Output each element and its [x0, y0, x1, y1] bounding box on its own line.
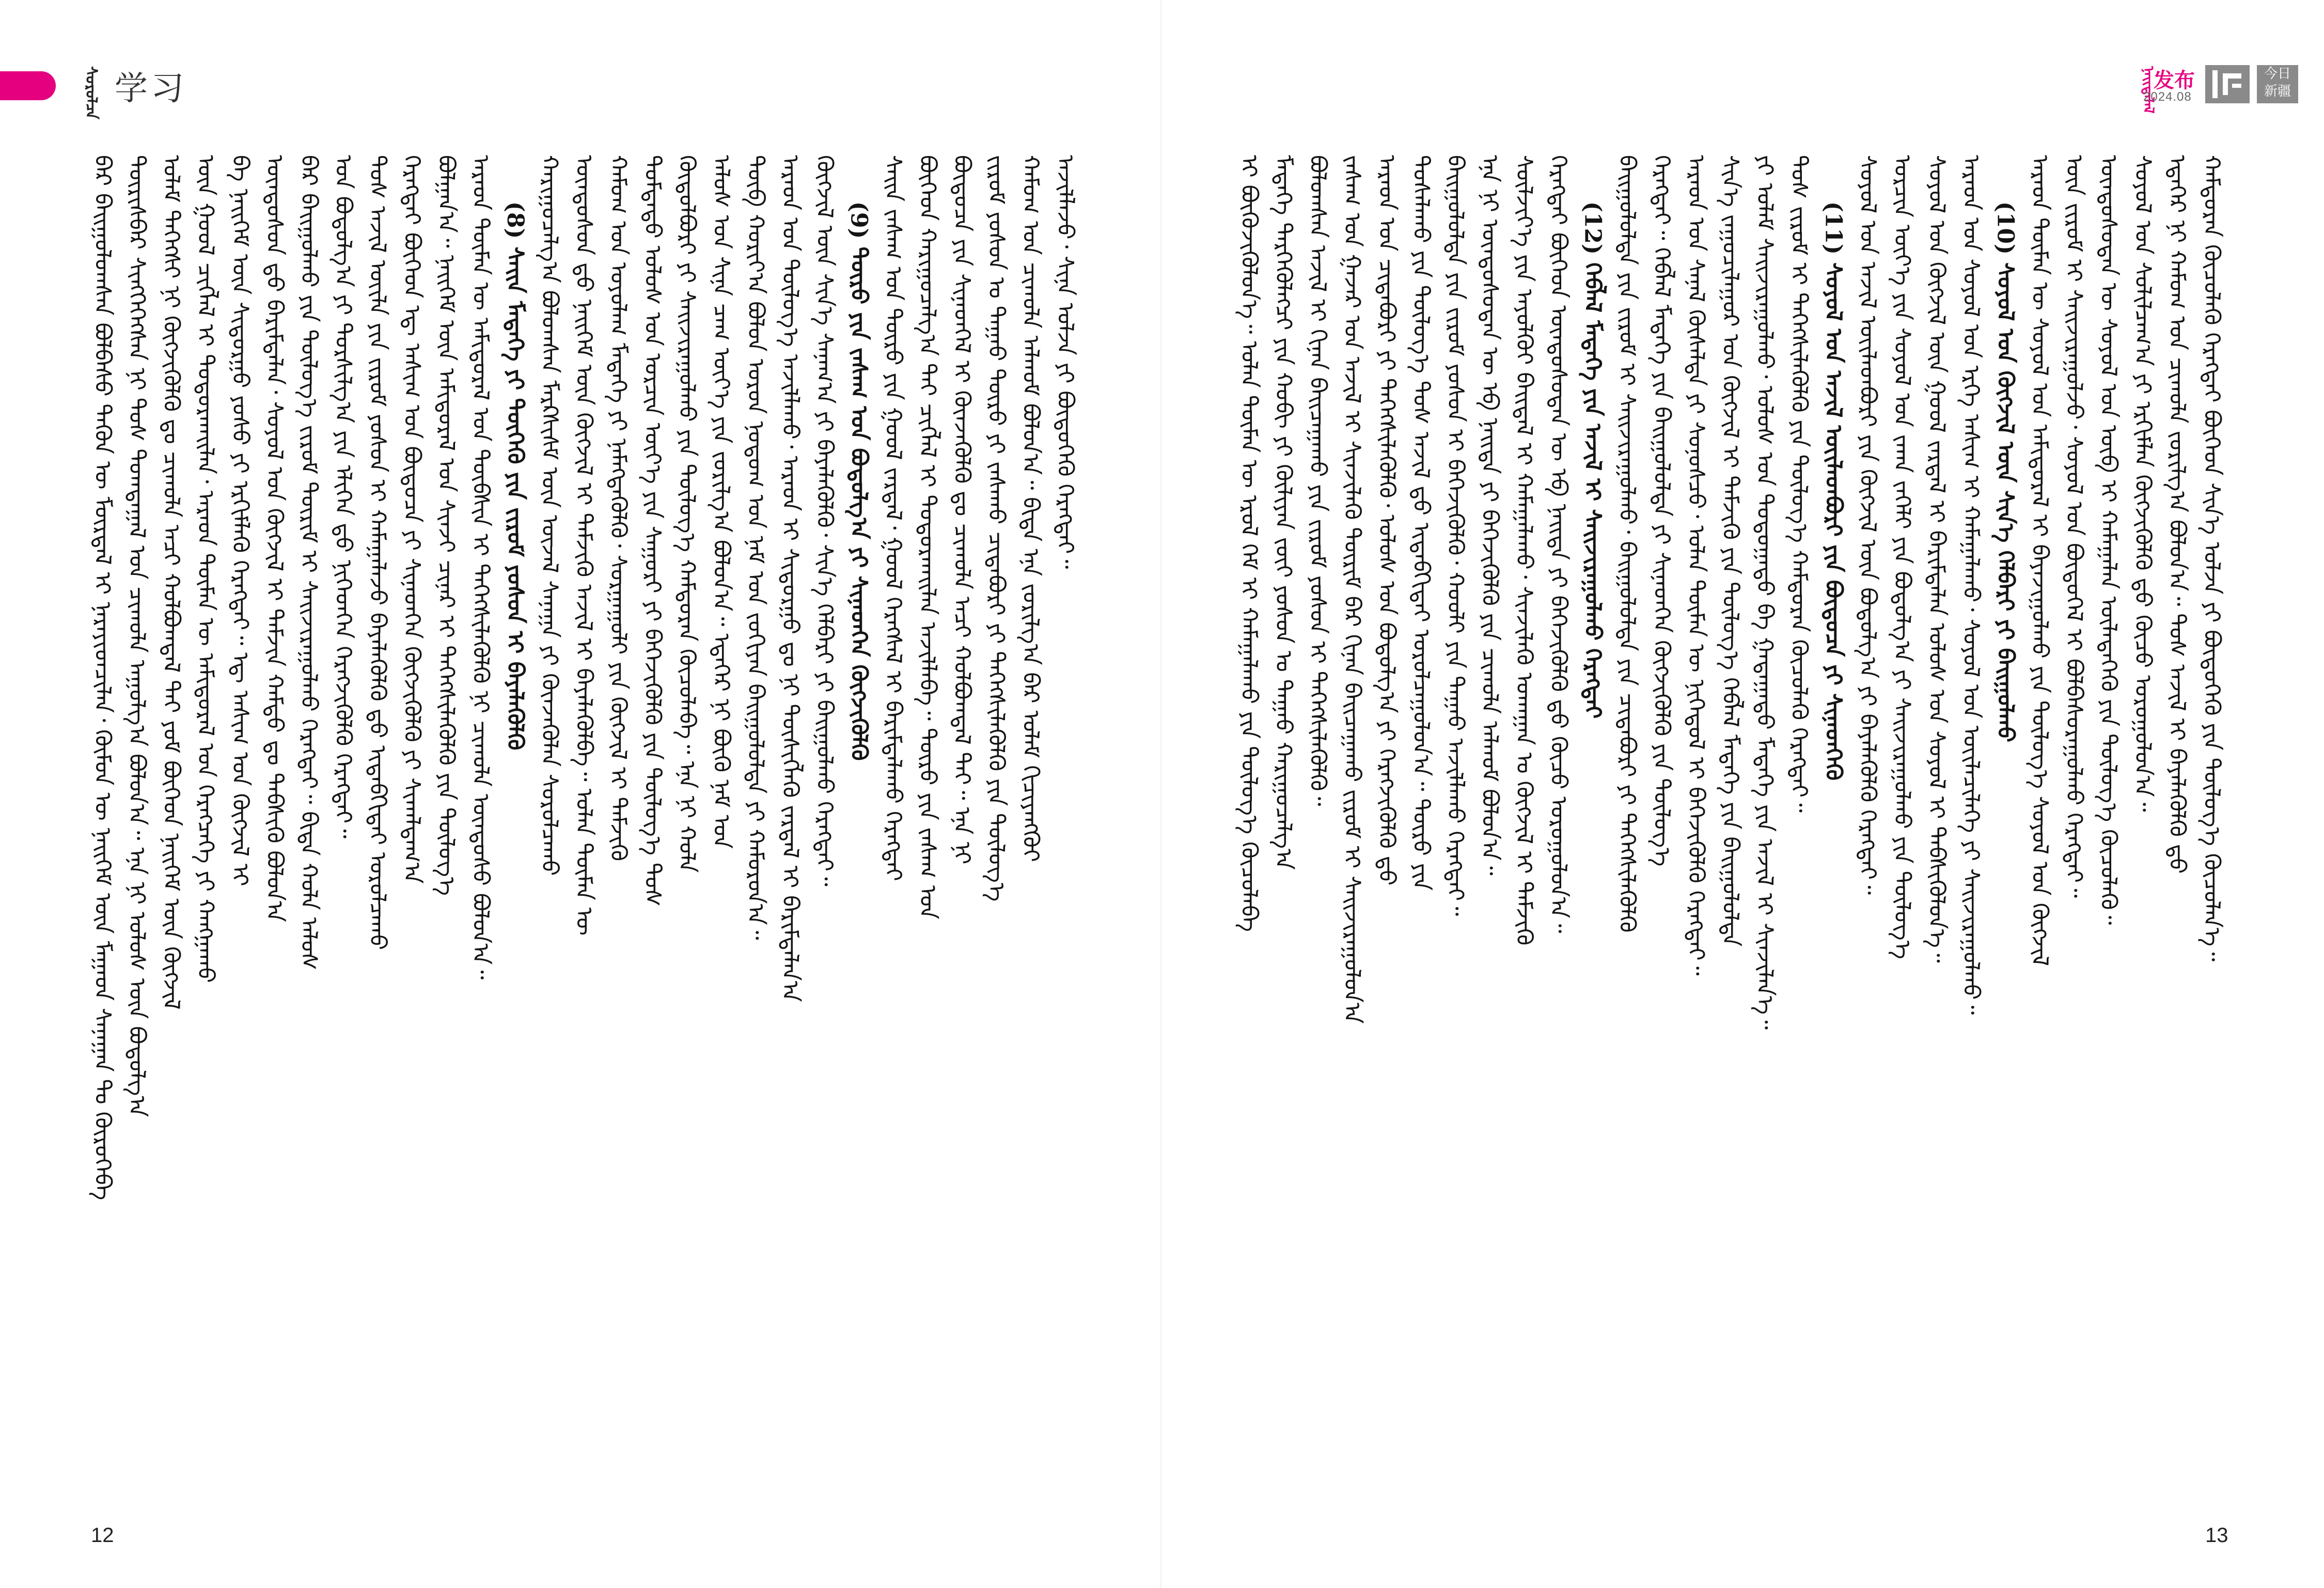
text-line: ᠦᠨ ᠵᠢᠷᠤᠮ ᠢ ᠰᠠᠢᠵᠢᠷᠠᠭᠤᠯᠵᠤ᠂ ᠰᠣᠶᠣᠯ ᠤᠨ ᠪᠦᠲᠦᠭᠡᠯ ᠢ ᠪᠣᠯᠪᠠᠰᠤᠷᠠᠭᠤᠯᠬᠤ ᠬᠡᠷᠡᠭᠲᠡᠢ᠃ — [2061, 155, 2087, 898]
text-line: ᠵᠢᠷᠤᠮ ᠶᠣᠰᠤᠨ ᠤ ᠳᠠᠭᠠᠤ ᠲᠥᠷᠥ ᠶᠢ ᠵᠠᠰᠠᠬᠤ ᠴᠢᠳᠠᠪᠤᠷᠢ ᠶᠢ ᠳᠡᠭᠡᠭᠰᠢᠯᠡᠭᠦᠯᠬᠦ ᠶᠢᠨ ᠲᠥᠯᠥᠭ᠎ᠡ — [983, 155, 1010, 902]
text-line: ᠪᠡᠷ ᠪᠠᠢᠭᠤᠯᠤᠭᠰᠠᠨ ᠪᠣᠯᠪᠠᠰᠤ ᠲᠡᠭᠦᠨ ᠦ ᠮᠥᠷᠳᠡᠯ ᠢ ᠨᠡᠷᠡᠶᠢᠳᠴᠢᠯᠡᠨ᠂ ᠬᠦᠮᠦᠨ ᠦ ᠨᠡᠢᠭᠡᠮ ᠦᠨ ᠮᠠᠭᠠᠳ ᠰᠠᠨᠠᠭᠠᠨ ᠲᠤ ᠬᠦᠷᠦᠭᠡᠪᠡ — [89, 155, 116, 1201]
text-line: ᠬᠡᠷᠡᠭᠲᠡᠢ᠃ ᠬᠡᠪᠯᠡᠯ ᠮᠡᠳᠡᠭᠡ ᠶᠢᠨ ᠪᠠᠢᠭᠤᠯᠤᠯᠲᠠ ᠶᠢ ᠰᠢᠨᠡᠳᠭᠡᠨ ᠬᠥᠭᠵᠢᠭᠦᠯᠬᠦ ᠶᠢᠨ ᠲᠥᠯᠥᠭ᠎ᠡ — [1648, 155, 1675, 867]
section-heading: (10) ᠰᠣᠶᠣᠯ ᠤᠨ ᠬᠥᠭᠵᠢᠯ ᠦᠨ ᠰᠢᠨ᠎ᠡ ᠬᠡᠯᠪᠡᠷᠢ ᠶᠢ ᠪᠠᠢᠭᠤᠯᠬᠤ — [1992, 201, 2019, 742]
text-line: ᠦᠨᠳᠦᠰᠦᠨ ᠳ᠋ᠦ ᠨᠡᠢᠭᠡᠮ ᠦᠨ ᠬᠥᠭᠵᠢᠯ ᠢ ᠳᠡᠮᠵᠢᠬᠦ ᠠᠵᠢᠯ ᠢ ᠪᠡᠶᠡᠯᠡᠭᠦᠯᠪᠡ᠃ ᠣᠯᠠᠨ ᠳᠦᠮᠡᠨ ᠦ — [570, 155, 597, 936]
text-line: ᠲᠥᠪ ᠬᠣᠷᠢᠶ᠎ᠠ ᠪᠣᠯᠤᠨ ᠣᠷᠤᠨ ᠨᠤᠲᠤᠭ ᠤᠨ ᠨᠠᠮ ᠤᠨ ᠵᠣᠬᠢᠶᠠᠨ ᠪᠠᠢᠭᠤᠯᠤᠯᠲᠠ ᠶᠢ ᠬᠠᠮᠤᠷᠤᠨ᠎ᠠ᠃ — [742, 155, 769, 940]
text-line: ᠦᠨᠳᠦᠰᠦᠨ ᠳ᠋ᠦ ᠪᠠᠷᠢᠮᠲᠠᠯᠠᠨ᠂ ᠰᠣᠶᠣᠯ ᠤᠨ ᠬᠥᠭᠵᠢᠯ ᠢ ᠳᠡᠮᠵᠢᠨ ᠬᠠᠮᠲᠤ ᠳᠤ ᠳᠡᠪᠰᠢᠬᠦ ᠪᠣᠯᠤᠨ᠎ᠠ — [261, 155, 288, 922]
publish-mongolian-label: ᠨᠡᠢᠲᠡᠯᠡᠯ — [2140, 66, 2157, 114]
text-line: ᠣᠷᠴᠢᠨ ᠦᠶ᠎ᠡ ᠶᠢᠨ ᠰᠣᠶᠣᠯ ᠤᠨ ᠵᠠᠬᠠ ᠵᠡᠭᠡᠯᠢ ᠶᠢᠨ ᠪᠣᠳᠤᠯᠭ᠎ᠠ ᠶᠢ ᠰᠠᠢᠵᠢᠷᠠᠭᠤᠯᠬᠤ ᠶᠢᠨ ᠲᠥᠯᠥᠭ᠎ᠡ — [1889, 155, 1915, 959]
text-line: ᠵᠠᠰᠠᠭ ᠤᠨ ᠭᠠᠵᠠᠷ ᠤᠨ ᠠᠵᠢᠯ ᠢ ᠰᠢᠨᠵᠢᠯᠡᠬᠦ ᠳᠦᠷᠢᠮ ᠪᠠᠷ ᠬᠢᠨᠠᠨ ᠪᠠᠢᠴᠠᠭᠠᠬᠤ ᠵᠢᠷᠤᠮ ᠢ ᠰᠠᠢᠵᠢᠷᠠᠭᠤᠯᠤᠨ᠎ᠠ — [1339, 155, 1365, 1024]
section-tab-marker — [0, 71, 56, 100]
left-page-number: 12 — [91, 1524, 114, 1547]
text-line: ᠦᠨᠳᠦᠰᠦᠲᠡᠨ ᠦ ᠰᠣᠶᠣᠯ ᠤᠨ ᠥᠪ ᠢ ᠬᠠᠮᠠᠭᠠᠯᠠᠨ ᠦᠯᠡᠳᠡᠭᠡᠬᠦ ᠶᠢᠨ ᠲᠥᠯᠥᠭ᠎ᠡ ᠬᠥᠴᠦᠯᠡᠬᠦ᠃ — [2095, 155, 2122, 925]
text-line: ᠬᠠᠮᠲᠤᠷᠠᠨ ᠬᠥᠴᠦᠯᠡᠬᠦ ᠬᠡᠷᠡᠭᠲᠡᠢ ᠪᠥᠭᠡᠳ ᠰᠢᠨ᠎ᠡ ᠣᠯᠵᠠ ᠶᠢ ᠪᠦᠲᠦᠭᠡᠬᠦ ᠶᠢᠨ ᠲᠥᠯᠥᠭ᠎ᠡ ᠬᠥᠴᠦᠯᠡᠨ᠎ᠡ᠃ — [2198, 155, 2225, 962]
text-line: ᠰᠢᠨ᠎ᠡ ᠵᠠᠭᠤᠴᠢᠯᠠᠭᠤᠷ ᠤᠨ ᠬᠥᠭᠵᠢᠯ ᠢ ᠳᠡᠮᠵᠢᠬᠦ ᠶᠢᠨ ᠲᠥᠯᠥᠭ᠎ᠡ ᠬᠡᠪᠯᠡᠯ ᠮᠡᠳᠡᠭᠡ ᠶᠢᠨ ᠪᠠᠢᠭᠤᠯᠤᠯᠲᠠ — [1717, 155, 1744, 947]
text-line: ᠠᠷᠠᠳ ᠲᠦᠮᠡᠨ ᠦ ᠠᠮᠢᠳᠤᠷᠠᠯ ᠤᠨ ᠲᠦᠪᠰᠢᠨ ᠢ ᠳᠡᠭᠡᠭᠰᠢᠯᠡᠭᠦᠯᠬᠦ ᠨᠢ ᠴᠢᠬᠤᠯᠠ ᠦᠨᠳᠦᠰᠦ ᠪᠣᠯᠤᠨ᠎ᠠ᠃ — [467, 155, 494, 980]
text-line: ᠪᠦᠲᠦᠴᠡ ᠶᠢᠨ ᠰᠢᠨᠡᠳᠭᠡᠯ ᠢ ᠭᠦᠨᠵᠡᠭᠦᠯᠬᠦ ᠳᠤ ᠴᠢᠬᠤᠯᠠ ᠠᠴᠢ ᠬᠣᠯᠪᠣᠭᠳᠠᠯ ᠲᠠᠢ᠃ ᠡᠨᠡ ᠨᠢ — [949, 155, 976, 865]
text-line: ᠠᠷᠠᠳ ᠤᠨ ᠰᠣᠶᠣᠯ ᠤᠨ ᠡᠷᠬᠡ ᠠᠰᠢᠭ ᠢ ᠬᠠᠮᠠᠭᠠᠯᠠᠬᠤ᠂ ᠰᠣᠶᠣᠯ ᠤᠨ ᠦᠢᠯᠡᠴᠢᠯᠡᠭᠡ ᠶᠢ ᠰᠠᠢᠵᠢᠷᠠᠭᠤᠯᠬᠤ᠃ — [1957, 155, 1984, 1015]
text-line: ᠪᠠᠷ ᠪᠠᠢᠭᠤᠯᠬᠤ ᠶᠢᠨ ᠲᠥᠯᠥᠭ᠎ᠡ ᠵᠢᠷᠤᠮ ᠳᠦᠷᠢᠮ ᠢ ᠰᠠᠢᠵᠢᠷᠠᠭᠤᠯᠬᠤ ᠬᠡᠷᠡᠭᠲᠡᠢ᠃ ᠪᠢᠳᠡ ᠬᠣᠯᠠ ᠠᠯᠤᠰ — [295, 155, 322, 970]
right-page-number: 13 — [2205, 1524, 2228, 1547]
text-line: ᠬᠠᠷᠢᠭᠤᠴᠠᠯᠭ᠎ᠠ ᠪᠣᠯᠤᠭᠰᠠᠨ ᠮᠠᠷᠺᠰᠢᠰᠮ ᠦᠨ ᠦᠵᠡᠯ ᠰᠠᠨᠠᠭᠠ ᠶᠢ ᠭᠦᠨᠵᠡᠭᠦᠯᠡᠨ ᠰᠣᠷᠤᠯᠴᠠᠬᠤ — [536, 155, 563, 876]
brand-logo-icon — [2205, 65, 2250, 103]
text-line: ᠢ ᠪᠥᠬᠥᠵᠢᠭᠦᠯᠦᠨ᠎ᠡ᠃ ᠣᠯᠠᠨ ᠲᠦᠮᠡᠨ ᠦ ᠡᠷᠦᠯ ᠬᠡᠮ ᠢ ᠬᠠᠮᠠᠭᠠᠯᠠᠬᠤ ᠶᠢᠨ ᠲᠥᠯᠥᠭ᠎ᠡ ᠬᠥᠴᠦᠯᠡᠪᠡ — [1236, 155, 1262, 932]
text-line: ᠬᠡᠷᠡᠭᠲᠡᠢ ᠪᠥᠭᠡᠳ ᠦᠨᠳᠦᠰᠦᠲᠡᠨ ᠦ ᠡᠪ ᠨᠡᠢᠲᠡ ᠶᠢ ᠪᠡᠬᠡᠵᠢᠭᠦᠯᠬᠦ ᠳ᠋ᠦ ᠬᠦᠴᠦ ᠣᠷᠣᠭᠤᠯᠤᠨ᠎ᠠ᠃ — [1545, 155, 1572, 933]
section-heading: (9) ᠲᠥᠷᠥ ᠶᠢᠨ ᠵᠠᠰᠠᠭ ᠤᠨ ᠪᠣᠳᠤᠯᠭ᠎ᠠ ᠶᠢ ᠰᠢᠨᠡᠳᠭᠡᠨ ᠬᠥᠭᠵᠢᠭᠦᠯᠬᠦ — [845, 201, 872, 761]
text-line: ᠰᠣᠶᠣᠯ ᠤᠨ ᠠᠵᠢᠯ ᠦᠢᠯᠡᠳᠪᠦᠷᠢ ᠶᠢᠨ ᠬᠥᠭᠵᠢᠯ ᠦᠨ ᠪᠣᠳᠤᠯᠭ᠎ᠠ ᠶᠢ ᠪᠡᠶᠡᠯᠡᠭᠦᠯᠬᠦ ᠬᠡᠷᠡᠭᠲᠡᠢ᠃ — [1855, 155, 1881, 895]
section-title: 学习 — [115, 70, 187, 108]
text-line: ᠪᠠᠢᠭᠤᠯᠤᠯᠲᠠ ᠶᠢᠨ ᠵᠢᠷᠤᠮ ᠢ ᠰᠠᠢᠵᠢᠷᠠᠭᠤᠯᠬᠤ᠂ ᠪᠠᠢᠭᠤᠯᠤᠯᠲᠠ ᠶᠢᠨ ᠴᠢᠳᠠᠪᠤᠷᠢ ᠶᠢ ᠳᠡᠭᠡᠭᠰᠢᠯᠡᠭᠦᠯᠬᠦ — [1614, 155, 1641, 933]
text-line: ᠪᠣᠯᠭᠠᠨ᠎ᠠ᠃ ᠨᠡᠢᠭᠡᠮ ᠦᠨ ᠠᠮᠢᠳᠤᠷᠠᠯ ᠤᠨ ᠰᠢᠨᠵᠢ ᠴᠢᠨᠠᠷ ᠢ ᠳᠡᠭᠡᠭᠰᠢᠯᠡᠭᠦᠯᠬᠦ ᠶᠢᠨ ᠲᠥᠯᠥᠭ᠎ᠡ — [433, 155, 460, 896]
text-line: ᠰᠣᠶᠣᠯ ᠤᠨ ᠬᠥᠭᠵᠢᠯ ᠦᠨ ᠭᠣᠣᠯ ᠵᠠᠷᠳᠠᠯ ᠢ ᠪᠠᠷᠢᠮᠲᠠᠯᠠᠨ ᠤᠯᠤᠰ ᠤᠨ ᠰᠣᠶᠣᠯ ᠢ ᠳᠡᠪᠰᠢᠭᠦᠯᠦᠨ᠎ᠡ᠃ — [1923, 155, 1950, 963]
publish-label: 发布 — [2154, 69, 2195, 92]
text-line: ᠠᠷᠠᠳ ᠤᠨ ᠴᠢᠳᠠᠪᠤᠷᠢ ᠶᠢ ᠳᠡᠭᠡᠭᠰᠢᠯᠡᠭᠦᠯᠬᠦ᠂ ᠤᠯᠤᠰ ᠤᠨ ᠪᠣᠳᠤᠯᠭ᠎ᠠ ᠶᠢ ᠬᠡᠷᠡᠭᠵᠢᠭᠦᠯᠬᠦ ᠳ᠋ᠦ — [1373, 155, 1400, 886]
left-text-column — [88, 155, 1079, 1508]
text-line: ᠰᠠᠢᠨ ᠵᠠᠰᠠᠭ ᠤᠨ ᠲᠥᠷᠥ ᠶᠢᠨ ᠭᠣᠣᠯ ᠵᠠᠷᠳᠠᠯ᠂ ᠭᠣᠣᠯ ᠬᠡᠷᠡᠭᠰᠡᠯ ᠢ ᠪᠠᠷᠢᠮᠲᠠᠯᠠᠬᠤ ᠬᠡᠷᠡᠭᠲᠡᠢ — [880, 155, 906, 881]
text-line: ᠶᠢ ᠤᠯᠠᠮ ᠰᠠᠢᠵᠢᠷᠠᠭᠤᠯᠬᠤ᠂ ᠤᠯᠤᠰ ᠤᠨ ᠳᠤᠲᠤᠭᠠᠳᠤ ᠪᠠ ᠭᠠᠳᠠᠭᠠᠳᠤ ᠮᠡᠳᠡᠭᠡ ᠶᠢᠨ ᠠᠵᠢᠯ ᠢ ᠰᠢᠨᠵᠢᠯᠡᠨ᠎ᠡ᠃ — [1751, 155, 1778, 1030]
text-line: ᠲᠤᠰ ᠵᠢᠷᠤᠮ ᠢ ᠳᠡᠭᠡᠭᠰᠢᠯᠡᠭᠦᠯᠬᠦ ᠶᠢᠨ ᠲᠥᠯᠥᠭ᠎ᠡ ᠬᠠᠮᠲᠤᠷᠠᠨ ᠬᠥᠴᠦᠯᠡᠬᠦ ᠬᠡᠷᠡᠭᠲᠡᠢ᠃ — [1786, 155, 1812, 813]
section-heading: (11) ᠰᠣᠶᠣᠯ ᠤᠨ ᠠᠵᠢᠯ ᠦᠢᠯᠡᠳᠪᠦᠷᠢ ᠶᠢᠨ ᠪᠦᠲᠦᠴᠡ ᠶᠢ ᠰᠢᠨᠡᠳᠭᠡᠬᠦ — [1820, 201, 1847, 781]
text-line: ᠰᠣᠶᠣᠯ ᠤᠨ ᠰᠣᠯᠢᠯᠴᠠᠭ᠎ᠠ ᠶᠢ ᠡᠷᠬᠢᠮᠯᠡᠨ ᠬᠥᠭᠵᠢᠭᠦᠯᠬᠦ ᠳ᠋ᠦ ᠬᠦᠴᠦ ᠣᠷᠣᠭᠤᠯᠤᠨ᠎ᠠ᠃ — [2129, 155, 2156, 812]
text-line: ᠠᠷᠠᠳ ᠤᠨ ᠲᠥᠯᠥᠭ᠎ᠡ ᠠᠵᠢᠯᠯᠠᠬᠤ᠂ ᠠᠷᠠᠳ ᠢ ᠰᠢᠳᠤᠷᠭᠤ ᠳᠤ ᠨᠢ ᠲᠦᠰᠢᠭᠯᠡᠬᠦ ᠵᠠᠷᠳᠠᠯ ᠢ ᠪᠠᠷᠢᠮᠲᠠᠯᠠᠨ᠎ᠠ — [777, 155, 804, 1002]
brand-mark-icon — [2205, 65, 2250, 103]
section-mongolian-label: ᠰᠤᠷᠤᠯᠴᠠ — [82, 66, 100, 119]
text-line: ᠦᠨ ᠭᠣᠣᠯ ᠴᠢᠭᠯᠡᠯ ᠢ ᠲᠣᠳᠤᠷᠬᠠᠢᠯᠠᠨ᠂ ᠠᠷᠠᠳ ᠲᠦᠮᠡᠨ ᠦ ᠠᠮᠢᠳᠤᠷᠠᠯ ᠤᠨ ᠬᠡᠷᠡᠭᠴᠡᠭᠡ ᠶᠢ ᠬᠠᠩᠭᠠᠬᠤ — [192, 155, 219, 983]
text-line: ᠪᠠᠢᠭᠤᠯᠤᠯᠲᠠ ᠶᠢᠨ ᠵᠢᠷᠤᠮ ᠶᠣᠰᠤᠨ ᠢ ᠪᠡᠬᠡᠵᠢᠭᠦᠯᠬᠦ᠂ ᠬᠤᠤᠯᠢ ᠶᠢᠨ ᠳᠠᠭᠠᠤ ᠠᠵᠢᠯᠯᠠᠬᠤ ᠬᠡᠷᠡᠭᠲᠡᠢ᠃ — [1442, 155, 1469, 916]
text-line: ᠰᠦᠯᠵᠢᠶ᠎ᠡ ᠶᠢᠨ ᠠᠶᠤᠯᠭᠦᠢ ᠪᠠᠢᠳᠠᠯ ᠢ ᠬᠠᠮᠠᠭᠠᠯᠠᠬᠤ᠂ ᠰᠢᠨᠵᠢᠯᠡᠬᠦ ᠤᠬᠠᠭᠠᠨ ᠤ ᠬᠥᠭᠵᠢᠯ ᠢ ᠳᠡᠮᠵᠢᠬᠦ — [1511, 155, 1537, 946]
text-line: ᠬᠥᠭᠵᠢᠯ ᠦᠨ ᠰᠢᠨ᠎ᠡ ᠰᠠᠨᠠᠭ᠎ᠠ ᠶᠢ ᠪᠡᠶᠡᠯᠡᠭᠦᠯᠬᠦ᠂ ᠰᠢᠨ᠎ᠡ ᠬᠡᠯᠪᠡᠷᠢ ᠶᠢ ᠪᠠᠢᠭᠤᠯᠬᠤ ᠬᠡᠷᠡᠭᠲᠡᠢ᠃ — [811, 155, 838, 886]
text-line: ᠬᠥᠲᠦᠯᠪᠦᠷᠢ ᠶᠢ ᠰᠠᠢᠵᠢᠷᠠᠭᠤᠯᠬᠤ ᠶᠢᠨ ᠲᠥᠯᠥᠭ᠎ᠡ ᠬᠠᠮᠲᠤᠷᠠᠨ ᠬᠥᠴᠦᠯᠡᠪᠡ᠃ ᠡᠨᠡ ᠨᠢ ᠬᠣᠯᠠ — [673, 155, 700, 873]
text-line: ᠬᠠᠮᠤᠭ ᠤᠨ ᠤᠶᠤᠯᠠᠭ ᠮᠡᠳᠡᠭᠡ ᠶᠢ ᠨᠡᠮᠡᠭᠳᠡᠭᠦᠯᠬᠦ᠂ ᠰᠤᠷᠭᠠᠭᠤᠯᠢ ᠶᠢᠨ ᠬᠥᠭᠵᠢᠯ ᠢ ᠳᠡᠮᠵᠢᠬᠦ — [605, 155, 632, 862]
right-text-column — [1234, 155, 2226, 1508]
text-line: ᠤᠯᠠᠮ ᠳᠡᠭᠡᠭᠰᠢ ᠨᠢ ᠬᠥᠭᠵᠢᠭᠦᠯᠬᠦ ᠳᠤ ᠴᠢᠬᠤᠯᠠ ᠠᠴᠢ ᠬᠣᠯᠪᠣᠭᠳᠠᠯ ᠲᠠᠢ ᠶᠤᠮ ᠪᠥᠭᠡᠳ ᠨᠡᠢᠭᠡᠮ ᠦᠨ ᠬᠥᠭᠵᠢᠯ — [158, 155, 185, 1010]
text-line: ᠮᠡᠳᠡᠭᠡ ᠲᠡᠷᠭᠡᠭᠦᠯᠡᠭᠴᠢ ᠶᠢᠨ ᠬᠤᠪᠢ ᠶᠢ ᠬᠦᠯᠢᠶᠡᠨ ᠵᠦᠢ ᠶᠣᠰᠤᠨ ᠤ ᠳᠠᠭᠠᠤ ᠬᠠᠷᠢᠭᠤᠴᠠᠯᠭ᠎ᠠ — [1270, 155, 1297, 870]
text-line: ᠪᠣᠯᠤᠭᠰᠠᠨ ᠠᠵᠢᠯ ᠢ ᠬᠢᠨᠠᠨ ᠪᠠᠢᠴᠠᠭᠠᠬᠤ ᠶᠢᠨ ᠵᠢᠷᠤᠮ ᠶᠣᠰᠤᠨ ᠢ ᠳᠡᠭᠡᠭᠰᠢᠯᠡᠭᠦᠯᠬᠦ᠃ — [1305, 155, 1331, 806]
text-line: ᠠᠵᠢᠯᠯᠠᠵᠤ᠂ ᠰᠢᠨᠡ ᠣᠯᠵᠠ ᠶᠢ ᠪᠦᠲᠦᠭᠡᠬᠦ ᠬᠡᠷᠡᠭᠲᠡᠢ᠃ — [1051, 155, 1078, 569]
brand-name: 今日 新疆 — [2257, 65, 2298, 103]
text-line: ᠲᠤᠰᠠᠯᠠᠬᠤ ᠶᠢᠨ ᠲᠥᠯᠥᠭ᠎ᠡ ᠲᠤᠰ ᠠᠵᠢᠯ ᠳ᠋ᠦ ᠢᠳᠡᠪᠬᠢᠲᠡᠢ ᠣᠷᠣᠯᠴᠠᠭᠤᠯᠤᠨ᠎ᠠ᠃ ᠲᠥᠷᠥ ᠶᠢᠨ — [1407, 155, 1434, 891]
text-line: ᠲᠤᠰ ᠠᠵᠢᠯ ᠦᠢᠯᠡ ᠶᠢᠨ ᠵᠢᠷᠤᠮ ᠶᠣᠰᠤᠨ ᠢ ᠬᠠᠮᠠᠭᠠᠯᠠᠵᠤ ᠪᠡᠶᠡᠯᠡᠭᠦᠯᠬᠦ ᠳ᠋ᠦ ᠢᠳᠡᠪᠬᠢᠲᠡᠢ ᠣᠷᠣᠯᠴᠠᠬᠤ — [364, 155, 391, 950]
text-line: ᠬᠠᠮᠤᠭ ᠤᠨ ᠴᠢᠬᠤᠯᠠ ᠠᠯᠬᠤᠮ ᠪᠣᠯᠤᠨ᠎ᠠ᠃ ᠪᠢᠳᠡ ᠡᠨᠡ ᠵᠣᠷᠢᠯᠭ᠎ᠠ ᠪᠠᠷ ᠤᠯᠠᠮ ᠬᠢᠴᠢᠶᠡᠩᠭᠦᠢ — [1017, 155, 1044, 862]
text-line: ᠳᠦᠷᠢᠰᠪᠡᠷ ᠰᠢᠩᠭᠡᠭᠡᠭᠰᠡᠨ ᠨᠢ ᠲᠤᠰ ᠲᠣᠭᠲᠠᠭᠠᠯ ᠤᠨ ᠴᠢᠬᠤᠯᠠ ᠠᠭᠤᠯᠭ᠎ᠠ ᠪᠣᠯᠤᠨ᠎ᠠ᠃ ᠡᠨᠡ ᠨᠢ ᠤᠯᠤᠰ ᠦᠨ ᠪᠣᠳᠤᠯᠭ᠎ᠠ — [123, 155, 150, 1117]
text-line: ᠳᠤᠮᠳᠠᠳᠤ ᠤᠯᠤᠰ ᠤᠨ ᠣᠷᠴᠢᠨ ᠦᠶ᠎ᠡ ᠶᠢᠨ ᠰᠠᠭᠤᠷᠢ ᠶᠢ ᠪᠡᠬᠡᠵᠢᠭᠦᠯᠬᠦ ᠶᠢᠨ ᠲᠥᠯᠥᠭ᠎ᠡ ᠲᠤᠰ — [639, 155, 666, 907]
text-line: ᠡᠨᠡ ᠨᠢ ᠦᠨᠳᠦᠰᠦᠲᠡᠨ ᠦ ᠡᠪ ᠨᠡᠢᠲᠡ ᠶᠢ ᠪᠡᠬᠡᠵᠢᠭᠦᠯᠬᠦ ᠶᠢᠨ ᠴᠢᠬᠤᠯᠠ ᠠᠯᠬᠤᠮ ᠪᠣᠯᠤᠨ᠎ᠠ᠃ — [1476, 155, 1503, 876]
section-heading: (8) ᠰᠠᠢᠨ ᠮᠡᠳᠡᠭᠡ ᠶᠢ ᠲᠦᠭᠡᠬᠦ ᠶᠢᠨ ᠵᠢᠷᠤᠮ ᠶᠣᠰᠤᠨ ᠢ ᠪᠡᠶᠡᠯᠡᠭᠦᠯᠬᠦ — [501, 201, 528, 751]
text-line: ᠪᠠ ᠨᠡᠢᠭᠡᠮ ᠦᠨ ᠰᠢᠳᠤᠷᠭᠤ ᠶᠣᠰᠤ ᠶᠢ ᠡᠷᠬᠢᠮᠯᠡᠬᠦ ᠬᠡᠷᠡᠭᠲᠡᠢ᠃ ᠡᠳ᠋ ᠠᠰᠢᠭ ᠤᠨ ᠬᠥᠭᠵᠢᠯ ᠢ — [227, 155, 254, 886]
issue-date: 2024.08 — [2143, 90, 2192, 104]
text-line: ᠡᠳᠡᠭᠡᠷ ᠨᠢ ᠬᠠᠮᠤᠭ ᠤᠨ ᠴᠢᠬᠤᠯᠠ ᠵᠣᠷᠢᠯᠭ᠎ᠠ ᠪᠣᠯᠤᠨ᠎ᠠ᠃ ᠲᠤᠰ ᠠᠵᠢᠯ ᠢ ᠪᠡᠶᠡᠯᠡᠭᠦᠯᠬᠦ ᠳ᠋ᠦ — [2164, 155, 2191, 874]
text-line: ᠠᠷᠠᠳ ᠲᠦᠮᠡᠨ ᠦ ᠰᠣᠶᠣᠯ ᠤᠨ ᠠᠮᠢᠳᠤᠷᠠᠯ ᠢ ᠪᠠᠶᠠᠵᠢᠭᠤᠯᠬᠤ ᠶᠢᠨ ᠲᠥᠯᠥᠭ᠎ᠡ ᠰᠣᠶᠣᠯ ᠤᠨ ᠬᠥᠭᠵᠢᠯ — [2026, 155, 2053, 967]
text-line: ᠬᠡᠷᠡᠭᠲᠡᠢ ᠪᠥᠭᠡᠳ ᠡᠳ᠋ ᠠᠰᠢᠭ ᠤᠨ ᠪᠦᠲᠦᠴᠡ ᠶᠢ ᠰᠢᠨᠡᠳᠭᠡᠨ ᠬᠥᠭᠵᠢᠭᠦᠯᠬᠦ ᠶᠢ ᠰᠢᠬᠠᠯᠳᠠᠭ᠎ᠠ — [399, 155, 426, 884]
text-line: ᠪᠥᠭᠡᠳ ᠬᠠᠷᠢᠭᠤᠴᠠᠯᠭ᠎ᠠ ᠲᠠᠢ ᠴᠢᠭᠯᠡᠯ ᠢ ᠲᠣᠳᠤᠷᠬᠠᠢᠯᠠᠨ ᠠᠵᠢᠯᠯᠠᠪᠠ᠃ ᠲᠥᠷᠥ ᠶᠢᠨ ᠵᠠᠰᠠᠭ ᠤᠨ — [914, 155, 941, 920]
text-line: ᠠᠷᠠᠳ ᠤᠨ ᠰᠠᠨᠠᠯ ᠬᠦᠰᠡᠯᠲᠡ ᠶᠢ ᠰᠣᠨᠣᠰᠴᠤ᠂ ᠣᠯᠠᠨ ᠲᠦᠮᠡᠨ ᠦ ᠨᠢᠭᠡᠳᠦᠯ ᠢ ᠪᠡᠬᠡᠵᠢᠭᠦᠯᠬᠦ ᠬᠡᠷᠡᠭᠲᠡᠢ᠃ — [1683, 155, 1709, 976]
text-line: ᠤᠨ ᠪᠣᠳᠤᠯᠭ᠎ᠠ ᠶᠢ ᠲᠤᠷᠰᠢᠯᠭ᠎ᠠ ᠶᠢᠨ ᠡᠯᠢᠭᠡᠨ ᠳ᠋ᠦ ᠨᠢᠭᠡᠳᠬᠡᠨ ᠬᠡᠷᠡᠭᠵᠢᠭᠦᠯᠬᠦ ᠬᠡᠷᠡᠭᠲᠡᠢ᠃ — [329, 155, 356, 838]
section-heading: (12) ᠬᠡᠪᠯᠡᠯ ᠮᠡᠳᠡᠭᠡ ᠶᠢᠨ ᠠᠵᠢᠯ ᠢ ᠰᠠᠢᠵᠢᠷᠠᠭᠤᠯᠬᠤ ᠬᠡᠷᠡᠭᠲᠡᠢ — [1579, 201, 1606, 719]
text-line: ᠠᠯᠤᠰ ᠤᠨ ᠰᠢᠨᠡ ᠴᠠᠭ ᠦᠶ᠎ᠡ ᠶᠢᠨ ᠵᠣᠷᠢᠯᠭ᠎ᠠ ᠪᠣᠯᠤᠨ᠎ᠠ᠃ ᠡᠳᠡᠭᠡᠷ ᠨᠢ ᠪᠦᠬᠦ ᠨᠠᠮ ᠤᠨ — [708, 155, 735, 849]
